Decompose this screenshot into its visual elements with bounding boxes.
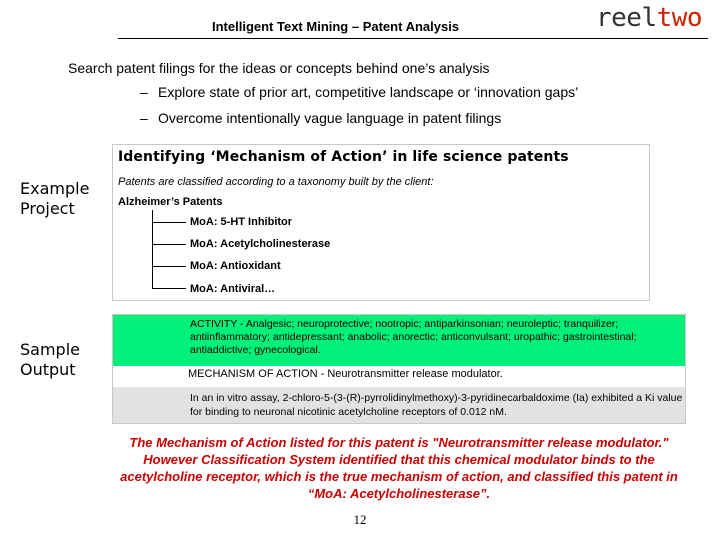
assay-text: In an in vitro assay, 2-chloro-5-(3-(R)-pyrrolidinylmethoxy)-3-pyridinecarbaldoxime (Ia) exhibited a Ki value for binding to neuronal nicotinic acetylcholine receptors of 0.012 nM. (190, 392, 683, 418)
activity-text: ACTIVITY - Analgesic; neuroprotective; nootropic; antiparkinsonian; neuroleptic; tranquilizer; antiinflammatory; antidepressant; anabolic; anorectic; anticonvulsant; uropathic; gastrointestinal; antiaddictive; gynecological. (190, 318, 637, 356)
conclusion-text: The Mechanism of Action listed for this patent is "Neurotransmitter release modulator." However Classification System identified that this chemical modulator binds to the acetylcholine receptor, which is the true mechanism of action, and classified this patent in “MoA: Acetylcholinesterase”. (120, 435, 678, 501)
example-heading: Identifying ‘Mechanism of Action’ in life science patents (118, 149, 569, 165)
mechanism-text: MECHANISM OF ACTION - Neurotransmitter release modulator. (188, 368, 503, 380)
tree-branch (152, 244, 186, 245)
bullet-dash: – (140, 84, 148, 100)
bullet-dash: – (140, 110, 148, 126)
page-number: 12 (353, 512, 367, 527)
tree-branch (152, 266, 186, 267)
tree-branch (152, 288, 186, 289)
taxonomy-node: MoA: 5-HT Inhibitor (190, 216, 293, 228)
example-project-label: Example Project (20, 179, 90, 218)
sample-output-box (112, 314, 686, 424)
taxonomy-node: MoA: Antiviral… (190, 283, 276, 295)
sample-output-label: Sample Output (20, 340, 80, 379)
taxonomy-node: MoA: Acetylcholinesterase (190, 238, 331, 250)
bullet-text: Explore state of prior art, competitive landscape or ‘innovation gaps’ (158, 84, 579, 100)
bullet-text: Overcome intentionally vague language in patent filings (158, 110, 502, 126)
header-divider (118, 38, 708, 39)
taxonomy-node: MoA: Antioxidant (190, 260, 281, 272)
taxonomy-subtitle: Patents are classified according to a taxonomy built by the client: (118, 176, 434, 188)
bullet-item (140, 84, 578, 100)
slide-title: Intelligent Text Mining – Patent Analysis (212, 19, 460, 34)
taxonomy-root: Alzheimer’s Patents (118, 196, 223, 208)
search-statement: Search patent filings for the ideas or concepts behind one’s analysis (68, 60, 490, 76)
logo-text-reel: reel (596, 3, 657, 33)
bullet-item (140, 110, 501, 126)
logo-text-two: two (656, 3, 703, 33)
reeltwo-logo (596, 3, 702, 33)
tree-branch (152, 222, 186, 223)
